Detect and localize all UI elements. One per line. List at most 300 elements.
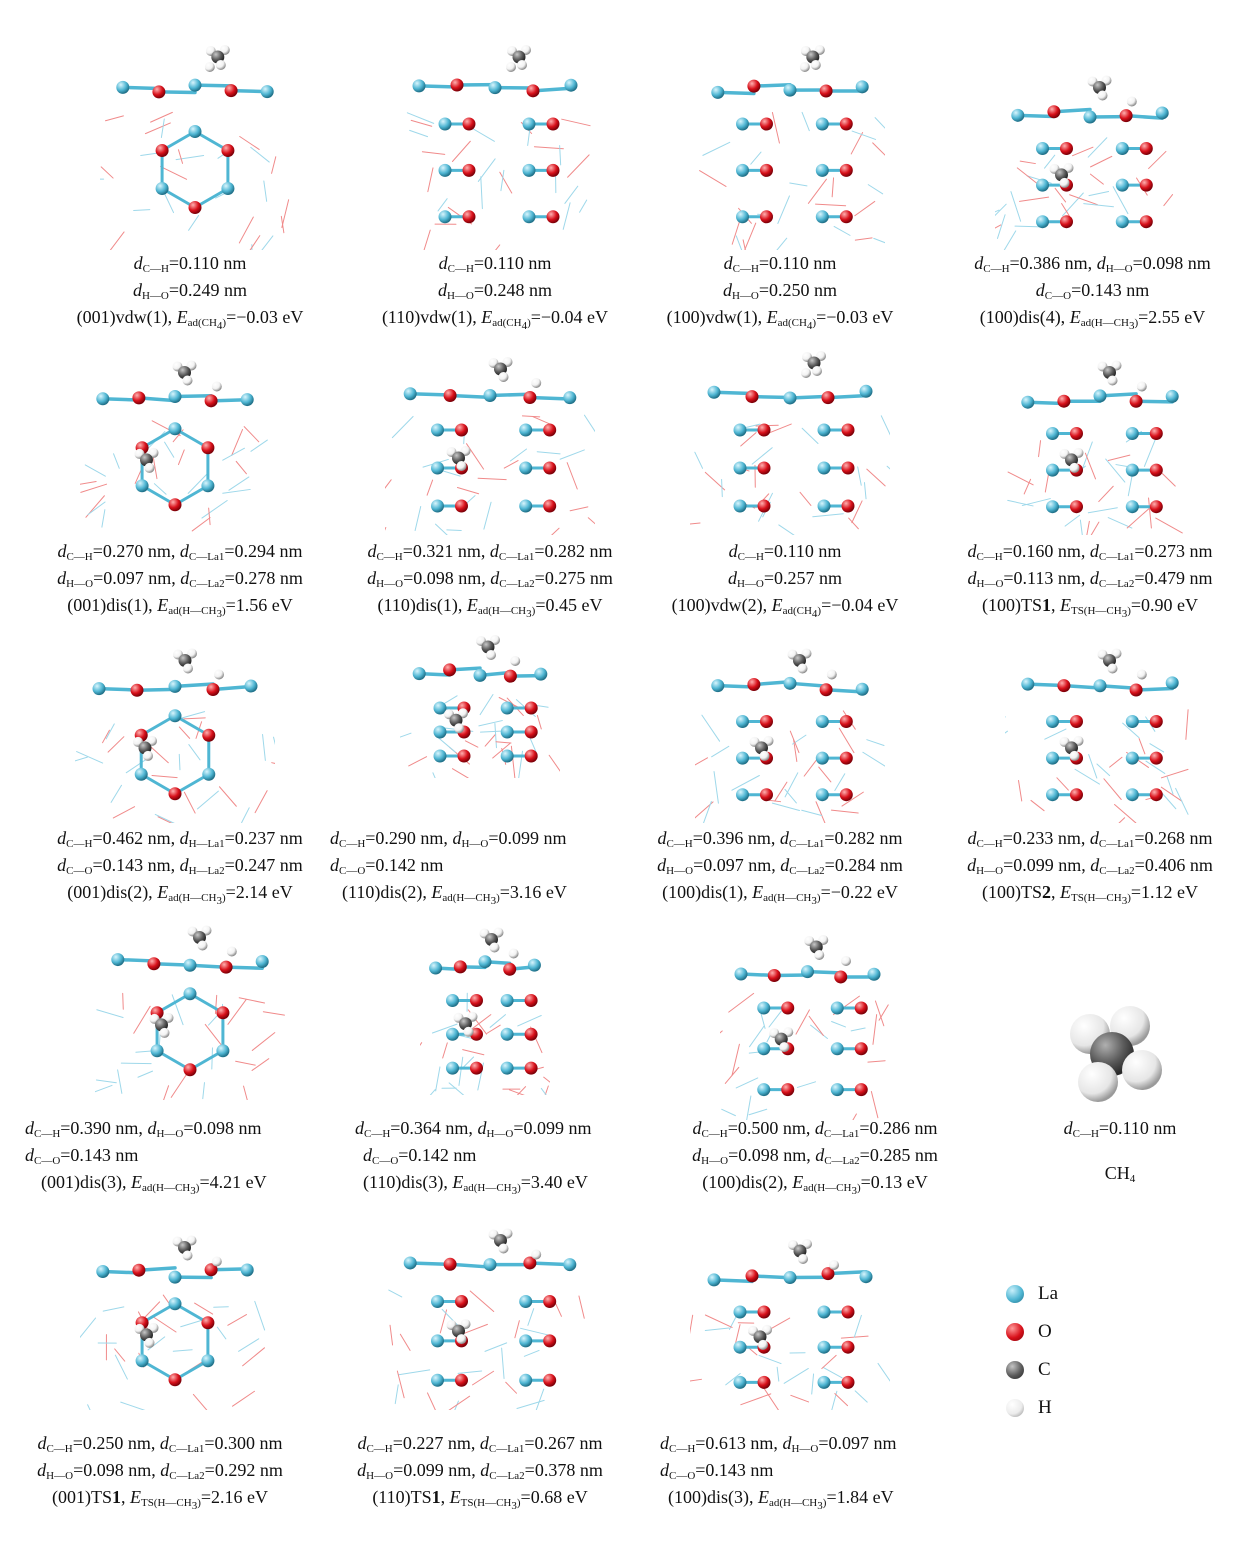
o-atom bbox=[525, 750, 538, 763]
bond-line bbox=[1085, 453, 1095, 479]
bond-line bbox=[1065, 515, 1080, 526]
o-atom bbox=[840, 715, 853, 728]
bond-line bbox=[871, 1092, 878, 1118]
bond-line bbox=[95, 1085, 112, 1092]
la-atom bbox=[1126, 715, 1139, 728]
bond-line bbox=[1011, 192, 1021, 222]
bond-line bbox=[161, 119, 164, 137]
la-atom bbox=[1116, 179, 1129, 192]
la-atom bbox=[221, 182, 234, 195]
la-atom bbox=[831, 1002, 844, 1015]
o-atom bbox=[152, 85, 165, 98]
c-atom-icon bbox=[1006, 1361, 1024, 1379]
bond-line bbox=[522, 416, 539, 417]
bond-line bbox=[263, 1012, 284, 1015]
la-atom bbox=[1126, 427, 1139, 440]
o-atom bbox=[747, 80, 760, 93]
bond-line bbox=[816, 802, 827, 823]
o-atom bbox=[463, 210, 476, 223]
bond-line bbox=[244, 1086, 250, 1100]
o-atom bbox=[451, 79, 464, 92]
bond-line bbox=[123, 993, 124, 1009]
o-atom bbox=[525, 994, 538, 1007]
la-atom bbox=[479, 955, 492, 968]
bond-line bbox=[749, 1109, 767, 1114]
bond-line bbox=[184, 792, 195, 813]
o-atom bbox=[443, 663, 456, 676]
la-atom bbox=[860, 385, 873, 398]
bond-line bbox=[778, 196, 790, 224]
h-atom bbox=[216, 60, 226, 70]
bond-line bbox=[184, 718, 206, 719]
bond-line bbox=[103, 730, 110, 742]
o-atom bbox=[202, 729, 215, 742]
o-atom bbox=[781, 1083, 794, 1096]
o-atom bbox=[523, 391, 536, 404]
bond-line bbox=[202, 500, 227, 518]
bond-line bbox=[161, 167, 187, 180]
la-atom bbox=[711, 86, 724, 99]
h-atom bbox=[1098, 91, 1108, 101]
o-atom bbox=[455, 500, 468, 513]
h-atom bbox=[1078, 1062, 1118, 1102]
bond-line bbox=[85, 465, 105, 476]
la-atom bbox=[489, 81, 502, 94]
o-atom bbox=[1150, 715, 1163, 728]
bond-line bbox=[415, 507, 421, 531]
h-atom bbox=[814, 950, 824, 960]
bond-line bbox=[1084, 521, 1089, 535]
la-atom bbox=[711, 679, 724, 692]
bond-line bbox=[819, 767, 831, 782]
la-atom bbox=[818, 1306, 831, 1319]
la-atom bbox=[1021, 396, 1034, 409]
bond-line bbox=[537, 452, 560, 454]
caption-001-dis2: $d_{C—H}=0.462$ nm, $d_{H—La1}=0.237$ nm $d_{C—O}=0.143$ nm, $d_{H—La2}=0.247$ nm (001)dis(2), $E_{ad(H—CH_3)}=2.14$ eV bbox=[57, 828, 303, 907]
h-atom bbox=[801, 368, 811, 378]
o-atom bbox=[758, 424, 771, 437]
o-atom bbox=[1130, 395, 1143, 408]
h-atom bbox=[509, 949, 519, 959]
o-atom bbox=[455, 1295, 468, 1308]
caption-110-dis1: $d_{C—H}=0.321$ nm, $d_{C—La1}=0.282$ nm $d_{H—O}=0.098$ nm, $d_{C—La2}=0.275$ nm (110)dis(1), $E_{ad(H—CH_3)}=0.45$ eV bbox=[367, 541, 613, 620]
bond-line bbox=[1089, 192, 1109, 196]
o-atom bbox=[220, 961, 233, 974]
o-atom bbox=[201, 1316, 214, 1329]
caption-ch4: $d_{C—H}=0.110$ nm $CH_4$ bbox=[1063, 1118, 1177, 1185]
la-atom bbox=[523, 210, 536, 223]
structure-110-dis3 bbox=[420, 910, 550, 1095]
la-atom bbox=[784, 84, 797, 97]
caption-100-dis2: $d_{C—H}=0.500$ nm, $d_{C—La1}=0.286$ nm $d_{H—O}=0.098$ nm, $d_{C—La2}=0.285$ nm (100)dis(2), $E_{ad(H—CH_3)}=0.13$ eV bbox=[692, 1118, 938, 1197]
o-atom bbox=[543, 462, 556, 475]
bond-line bbox=[473, 1371, 494, 1385]
h-atom bbox=[798, 664, 808, 674]
o-atom bbox=[1057, 395, 1070, 408]
o-atom bbox=[132, 391, 145, 404]
o-atom bbox=[169, 1373, 182, 1386]
la-atom bbox=[1156, 106, 1169, 119]
la-atom bbox=[757, 1002, 770, 1015]
bond-line bbox=[240, 136, 259, 149]
bond-line bbox=[1164, 195, 1173, 206]
bond-line bbox=[223, 489, 250, 493]
o-atom bbox=[842, 500, 855, 513]
bond-line bbox=[1080, 520, 1083, 535]
bond-line bbox=[1108, 455, 1130, 460]
bond-line bbox=[784, 1368, 808, 1383]
bond-line bbox=[855, 1391, 867, 1402]
bond-line bbox=[195, 1303, 213, 1314]
atom-legend bbox=[1006, 1278, 1126, 1428]
bond-line bbox=[490, 1015, 505, 1028]
la-atom bbox=[736, 752, 749, 765]
bond-line bbox=[501, 170, 504, 190]
h-atom-icon bbox=[1006, 1399, 1024, 1417]
bond-line bbox=[481, 177, 483, 209]
bond-line bbox=[705, 1315, 732, 1327]
la-atom bbox=[519, 1374, 532, 1387]
bond-line bbox=[189, 745, 200, 760]
bond-line bbox=[97, 1010, 123, 1018]
h-atom bbox=[160, 1028, 170, 1038]
bond-line bbox=[772, 1318, 790, 1328]
bond-line bbox=[179, 727, 189, 738]
caption-100-dis3: $d_{C—H}=0.613$ nm, $d_{H—O}=0.097$ nm $d_{C—O}=0.143$ nm (100)dis(3), $E_{ad(H—CH_3)}=1.84$ eV bbox=[660, 1433, 897, 1512]
bond-line bbox=[722, 1109, 736, 1115]
bond-line bbox=[145, 123, 170, 134]
la-atom bbox=[708, 1273, 721, 1286]
o-atom bbox=[527, 84, 540, 97]
la-atom bbox=[189, 125, 202, 138]
bond-line bbox=[834, 226, 850, 235]
bond-line bbox=[203, 1083, 205, 1099]
structure-110-dis2 bbox=[400, 628, 560, 778]
la-atom bbox=[818, 1341, 831, 1354]
la-atom bbox=[816, 752, 829, 765]
bond-line bbox=[510, 449, 526, 461]
la-atom bbox=[801, 965, 814, 978]
o-atom bbox=[184, 1063, 197, 1076]
bond-line bbox=[517, 1400, 544, 1408]
structure-100-ts2 bbox=[1005, 628, 1195, 823]
la-atom bbox=[734, 500, 747, 513]
la-atom bbox=[736, 164, 749, 177]
la-atom bbox=[1116, 142, 1129, 155]
o-atom bbox=[768, 969, 781, 982]
bond-line bbox=[537, 715, 541, 728]
o-atom bbox=[543, 424, 556, 437]
la-atom bbox=[413, 79, 426, 92]
la-atom bbox=[439, 210, 452, 223]
h-atom bbox=[1060, 178, 1070, 188]
bond-line bbox=[546, 528, 559, 535]
bond-line bbox=[215, 995, 216, 1013]
o-atom bbox=[470, 994, 483, 1007]
h-atom bbox=[214, 670, 224, 680]
bond-line bbox=[102, 510, 105, 527]
structure-110-vdw1 bbox=[395, 20, 595, 250]
bond-line bbox=[1161, 472, 1176, 486]
bond-line bbox=[852, 131, 875, 139]
bond-line bbox=[506, 1382, 517, 1393]
o-atom bbox=[747, 678, 760, 691]
bond-line bbox=[436, 524, 456, 535]
h-atom bbox=[517, 60, 527, 70]
structure-100-vdw1 bbox=[695, 20, 885, 250]
bond-line bbox=[420, 1043, 422, 1065]
molecular-model bbox=[400, 628, 560, 778]
la-atom bbox=[431, 1334, 444, 1347]
la-atom bbox=[169, 1271, 182, 1284]
bond-line bbox=[560, 450, 584, 459]
la-atom bbox=[856, 80, 869, 93]
bond-line bbox=[832, 178, 833, 197]
bond-line bbox=[705, 1328, 729, 1330]
o-atom bbox=[444, 389, 457, 402]
bond-line bbox=[458, 1371, 482, 1373]
bond-line bbox=[1088, 508, 1117, 513]
bond-line bbox=[502, 1348, 504, 1378]
la-atom bbox=[169, 1297, 182, 1310]
bond-line bbox=[465, 741, 478, 747]
bond-line bbox=[385, 480, 391, 501]
o-atom bbox=[1070, 500, 1083, 513]
la-atom bbox=[1166, 676, 1179, 689]
bond-line bbox=[114, 454, 120, 469]
h-atom bbox=[198, 941, 208, 951]
o-atom bbox=[855, 1002, 868, 1015]
o-atom bbox=[820, 683, 833, 696]
h-atom bbox=[486, 650, 496, 660]
h-atom bbox=[145, 1338, 155, 1348]
o-atom bbox=[1047, 105, 1060, 118]
la-atom bbox=[708, 386, 721, 399]
la-atom bbox=[184, 959, 197, 972]
bond-line bbox=[115, 1349, 125, 1361]
bond-line bbox=[255, 791, 267, 813]
la-atom bbox=[736, 788, 749, 801]
bond-line bbox=[1090, 174, 1103, 184]
bond-line bbox=[769, 1010, 782, 1027]
la-atom bbox=[1046, 715, 1059, 728]
o-atom bbox=[842, 1376, 855, 1389]
bond-line bbox=[511, 746, 514, 778]
la-atom bbox=[816, 164, 829, 177]
la-atom bbox=[1046, 500, 1059, 513]
bond-line bbox=[867, 469, 885, 486]
o-atom bbox=[547, 210, 560, 223]
bond-line bbox=[251, 147, 269, 162]
la-atom bbox=[116, 81, 129, 94]
o-atom bbox=[547, 164, 560, 177]
molecular-model bbox=[80, 340, 270, 535]
la-atom bbox=[1046, 788, 1059, 801]
o-atom bbox=[760, 788, 773, 801]
o-atom bbox=[169, 498, 182, 511]
bond-line bbox=[88, 1405, 99, 1410]
la-atom bbox=[757, 1042, 770, 1055]
ch4-molecule bbox=[1050, 1002, 1180, 1112]
molecular-model bbox=[420, 910, 550, 1095]
bond-line bbox=[121, 1402, 145, 1410]
bond-line bbox=[1161, 769, 1188, 777]
bond-line bbox=[736, 1078, 758, 1088]
la-atom bbox=[818, 500, 831, 513]
la-atom bbox=[413, 667, 426, 680]
o-atom bbox=[1150, 752, 1163, 765]
o-atom bbox=[225, 84, 238, 97]
structure-100-dis4 bbox=[995, 55, 1185, 250]
caption-001-dis3: $d_{C—H}=0.390$ nm, $d_{H—O}=0.098$ nm $d_{C—O}=0.143$ nm (001)dis(3), $E_{ad(H—CH_3)}=4.21$ eV bbox=[25, 1118, 267, 1197]
la-atom bbox=[439, 164, 452, 177]
bond-line bbox=[722, 479, 723, 496]
la-atom bbox=[241, 393, 254, 406]
molecular-model bbox=[385, 335, 595, 535]
la-atom bbox=[93, 682, 106, 695]
o-atom bbox=[470, 1062, 483, 1075]
la-atom bbox=[736, 715, 749, 728]
bond-line bbox=[407, 113, 433, 124]
bond-line bbox=[759, 1355, 781, 1363]
bond-line bbox=[219, 787, 236, 806]
bond-line bbox=[584, 415, 595, 431]
caption-100-ts1: $d_{C—H}=0.160$ nm, $d_{C—La1}=0.273$ nm $d_{H—O}=0.113$ nm, $d_{C—La2}=0.479$ nm (100)TS1, $E_{TS(H—CH_3)}=0.90$ eV bbox=[967, 541, 1213, 620]
molecular-model bbox=[100, 20, 290, 250]
bond-line bbox=[209, 508, 210, 525]
la-atom bbox=[156, 182, 169, 195]
o-atom bbox=[543, 500, 556, 513]
structure-001-ts1 bbox=[80, 1215, 270, 1410]
bond-line bbox=[815, 204, 845, 206]
structure-100-vdw2 bbox=[690, 335, 890, 535]
la-atom bbox=[565, 79, 578, 92]
bond-line bbox=[703, 142, 730, 155]
h-atom bbox=[205, 62, 215, 72]
bond-line bbox=[868, 1061, 885, 1062]
bond-line bbox=[695, 758, 708, 770]
o-atom bbox=[207, 683, 220, 696]
caption-110-ts1: $d_{C—H}=0.227$ nm, $d_{C—La1}=0.267$ nm $d_{H—O}=0.099$ nm, $d_{C—La2}=0.378$ nm (110)TS1, $E_{TS(H—CH_3)}=0.68$ eV bbox=[357, 1433, 603, 1512]
la-atom bbox=[189, 79, 202, 92]
bond-line bbox=[193, 1394, 207, 1410]
caption-110-dis2: $d_{C—H}=0.290$ nm, $d_{H—O}=0.099$ nm $d_{C—O}=0.142$ nm (110)dis(2), $E_{ad(H—CH_3)}=3.16$ eV bbox=[330, 828, 567, 907]
bond-line bbox=[1150, 744, 1164, 752]
bond-line bbox=[1110, 757, 1122, 767]
legend-item-c: C bbox=[1006, 1356, 1051, 1384]
h-atom bbox=[454, 723, 464, 733]
bond-line bbox=[470, 1291, 494, 1312]
h-atom bbox=[212, 382, 222, 392]
h-atom bbox=[457, 1334, 467, 1344]
la-atom bbox=[563, 391, 576, 404]
bond-line bbox=[690, 1379, 701, 1382]
structure-100-dis3 bbox=[690, 1220, 890, 1410]
bond-line bbox=[113, 807, 134, 818]
bond-line bbox=[427, 480, 433, 495]
bond-line bbox=[487, 1025, 500, 1033]
la-atom bbox=[784, 1271, 797, 1284]
molecular-model bbox=[690, 335, 890, 535]
bond-line bbox=[702, 715, 720, 741]
bond-line bbox=[855, 238, 872, 240]
bond-line bbox=[1057, 778, 1068, 790]
h-atom bbox=[841, 956, 851, 966]
o-atom bbox=[205, 394, 218, 407]
bond-line bbox=[75, 757, 87, 762]
bond-line bbox=[239, 998, 264, 1003]
la-atom bbox=[111, 953, 124, 966]
la-atom bbox=[501, 994, 514, 1007]
o-atom bbox=[503, 963, 516, 976]
bond-line bbox=[101, 167, 113, 178]
la-atom bbox=[528, 959, 541, 972]
caption-100-dis1: $d_{C—H}=0.396$ nm, $d_{C—La1}=0.282$ nm $d_{H—O}=0.097$ nm, $d_{C—La2}=0.284$ nm (100)dis(1), $E_{ad(H—CH_3)}=-0.22$ eV bbox=[657, 828, 903, 907]
bond-line bbox=[1001, 231, 1016, 250]
la-atom bbox=[1094, 389, 1107, 402]
la-atom bbox=[431, 462, 444, 475]
bond-line bbox=[544, 1077, 550, 1087]
la-atom bbox=[431, 500, 444, 513]
bond-line bbox=[252, 1033, 274, 1051]
legend-item-o: O bbox=[1006, 1318, 1052, 1346]
bond-line bbox=[77, 752, 103, 764]
bond-line bbox=[1128, 475, 1132, 496]
structure-001-dis2 bbox=[75, 628, 275, 823]
la-atom bbox=[184, 987, 197, 1000]
molecular-model bbox=[695, 20, 885, 250]
la-atom bbox=[1046, 427, 1059, 440]
bond-line bbox=[1104, 779, 1121, 800]
h-atom bbox=[183, 664, 193, 674]
o-atom bbox=[131, 684, 144, 697]
bond-line bbox=[115, 1355, 127, 1379]
bond-line bbox=[802, 112, 809, 130]
o-atom bbox=[543, 1295, 556, 1308]
bond-line bbox=[864, 483, 866, 499]
bond-line bbox=[173, 1350, 192, 1352]
h-atom bbox=[145, 463, 155, 473]
la-atom bbox=[431, 424, 444, 437]
bond-line bbox=[152, 776, 177, 778]
bond-line bbox=[785, 789, 796, 803]
la-atom bbox=[736, 118, 749, 131]
bond-line bbox=[695, 452, 703, 468]
bond-line bbox=[258, 236, 273, 250]
bond-line bbox=[518, 1015, 541, 1025]
o-atom bbox=[547, 118, 560, 131]
la-atom bbox=[241, 1263, 254, 1276]
bond-line bbox=[714, 772, 718, 804]
h-atom bbox=[531, 1250, 541, 1260]
bond-line bbox=[399, 1370, 430, 1375]
bond-line bbox=[813, 514, 844, 517]
bond-line bbox=[178, 150, 182, 164]
la-atom bbox=[736, 210, 749, 223]
bond-line bbox=[1008, 472, 1033, 485]
o-atom bbox=[758, 500, 771, 513]
h-atom bbox=[227, 947, 237, 957]
bond-line bbox=[812, 1374, 814, 1394]
o-atom bbox=[842, 424, 855, 437]
bond-line bbox=[420, 1090, 435, 1095]
bond-line bbox=[136, 1051, 152, 1052]
bond-line bbox=[562, 119, 590, 126]
o-atom bbox=[132, 1264, 145, 1277]
h-atom bbox=[760, 751, 770, 761]
bond-line bbox=[854, 1315, 861, 1337]
bond-line bbox=[534, 147, 563, 149]
